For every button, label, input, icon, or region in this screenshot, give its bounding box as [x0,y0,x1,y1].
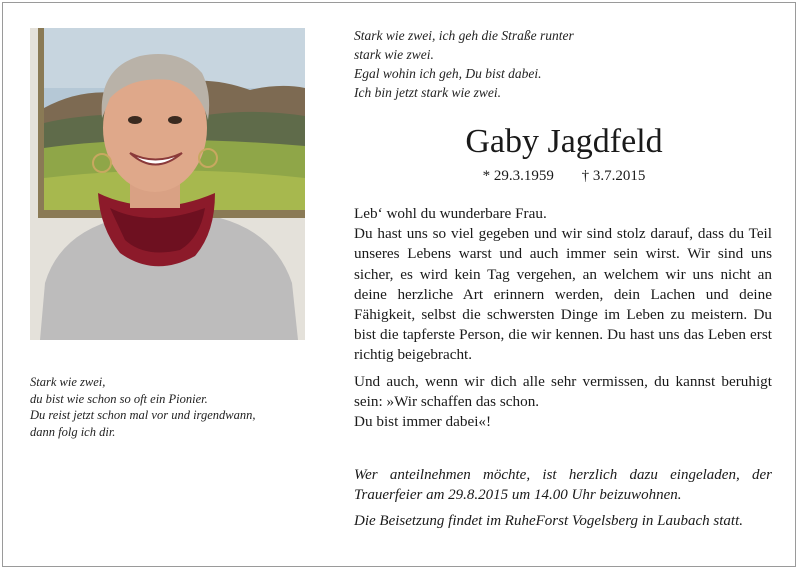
poem-left-line: Stark wie zwei, [30,375,106,389]
deceased-name: Gaby Jagdfeld [465,123,663,160]
birth-date: * 29.3.1959 [482,168,554,184]
life-dates [354,166,774,186]
invitation: Wer anteilnehmen möchte, ist herzlich dazu eingeladen, der Trauerfeier am 29.8.2015 um 14.00 Uhr beizuwohnen. [354,467,772,503]
greeting: Leb‘ wohl du wunderbare Frau. [354,205,547,222]
poem-top [354,26,774,102]
paragraph-2-end: Du bist immer dabei«! [354,413,492,431]
poem-left-line: Du reist jetzt schon mal vor und irgendwann, [30,408,256,422]
paragraph-1: Du hast uns so viel gegeben und wir sind stolz darauf, dass du Teil unseres Lebens warst und auch immer sein wirst. Wir sind uns sicher, es wird kein Tag vergehen, an welchem wir uns nicht an deine herzliche Art erinnern werden, dein Lachen und deine Fähigkeit, selbst die schwersten Dinge im Leben zu meistern. Du bist die tapferste Person, die wir kennen. Du hast uns das Leben erst richtig beigebracht. [354,225,772,364]
poem-left-line: dann folg ich dir. [30,424,116,439]
paragraph-2: Und auch, wenn wir dich alle sehr vermissen, du kannst beruhigt sein: »Wir schaffen das schon. [354,372,772,410]
poem-top-line: Egal wohin ich geh, Du bist dabei. [354,66,542,81]
poem-left-line: du bist wie schon so oft ein Pionier. [30,391,208,406]
burial-info: Die Beisetzung findet im RuheForst Vogelsberg in Laubach statt. [354,513,743,529]
poem-top-line: stark wie zwei. [354,47,434,62]
death-date: † 3.7.2015 [581,168,646,184]
portrait-photo [30,28,305,340]
poem-top-line: Ich bin jetzt stark wie zwei. [354,85,501,100]
obituary-text [354,204,772,438]
closing-text [354,465,772,537]
portrait-photo-icon [30,28,305,340]
poem-left [30,374,330,440]
poem-top-line: Stark wie zwei, ich geh die Straße runter [354,28,574,43]
